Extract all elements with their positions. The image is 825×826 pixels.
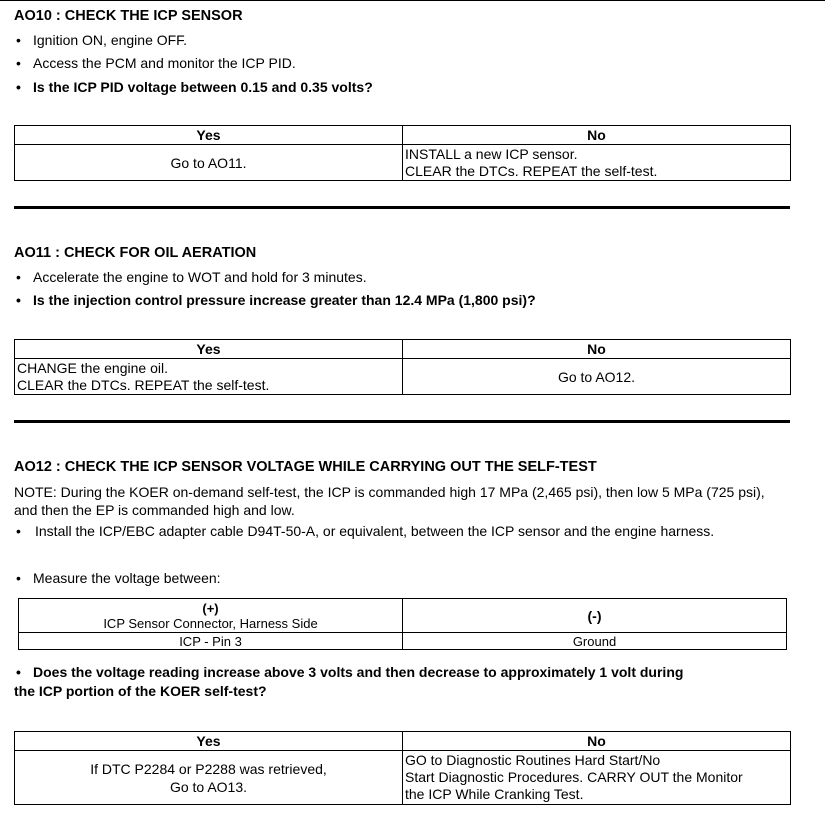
ao11-yes-line: CHANGE the engine oil. <box>17 359 168 376</box>
ao12-yes-line: Go to AO13. <box>169 778 248 795</box>
ao12-install-step: • Install the ICP/EBC adapter cable D94T-50-A, or equivalent, between the ICP sensor and the engine harness. <box>16 523 715 539</box>
ao10-step-2: • Access the PCM and monitor the ICP PID. <box>16 55 296 71</box>
ao12-question: • Does the voltage reading increase above 3 volts and then decrease to approximately 1 volt during <box>16 664 684 680</box>
section-divider <box>14 420 790 423</box>
ao12-plus-header-cell <box>19 599 403 633</box>
ao10-question: • Is the ICP PID voltage between 0.15 and 0.35 volts? <box>16 79 373 95</box>
ao10-yes-cell: Go to AO11. <box>15 145 403 181</box>
ao12-note: NOTE: During the KOER on-demand self-test, the ICP is commanded high 17 MPa (2,465 psi), then low 5 MPa (725 psi), and then the EP is commanded high and low. <box>14 484 765 518</box>
ao11-no-cell: Go to AO12. <box>403 359 791 395</box>
ao12-plus-value: ICP - Pin 3 <box>19 633 403 650</box>
ao12-plus-sub: ICP Sensor Connector, Harness Side <box>103 615 318 631</box>
ao10-no-header: No <box>403 126 791 145</box>
ao12-measure-text: Measure the voltage between: <box>33 570 221 586</box>
ao10-question-text: Is the ICP PID voltage between 0.15 and 0.35 volts? <box>33 79 373 95</box>
ao10-no-cell <box>403 145 791 181</box>
section-divider <box>14 206 790 209</box>
ao12-measure-step: • Measure the voltage between: <box>16 570 221 586</box>
ao12-no-line: GO to Diagnostic Routines Hard Start/No <box>405 752 661 768</box>
ao12-no-cell <box>403 751 791 805</box>
ao12-no-line: the ICP While Cranking Test. <box>405 786 584 802</box>
ao12-no-line: Start Diagnostic Procedures. CARRY OUT the Monitor <box>405 769 743 785</box>
ao10-no-line: INSTALL a new ICP sensor. <box>405 145 578 162</box>
ao12-minus-value: Ground <box>403 633 787 650</box>
ao10-no-line: CLEAR the DTCs. REPEAT the self-test. <box>405 162 658 179</box>
ao12-install-text: Install the ICP/EBC adapter cable D94T-50-A, or equivalent, between the ICP sensor and the engine harness. <box>35 523 715 539</box>
ao11-step-1: • Accelerate the engine to WOT and hold for 3 minutes. <box>16 269 367 285</box>
ao12-no-header: No <box>403 732 791 751</box>
ao11-question-text: Is the injection control pressure increase greater than 12.4 MPa (1,800 psi)? <box>33 292 536 308</box>
ao11-yes-cell <box>15 359 403 395</box>
ao12-plus-header: (+) <box>202 600 219 616</box>
ao12-result-table <box>14 731 791 805</box>
ao11-yes-header: Yes <box>15 340 403 359</box>
ao10-result-table <box>14 125 791 181</box>
ao11-result-table <box>14 339 791 395</box>
ao12-yes-header: Yes <box>15 732 403 751</box>
ao12-question-line1: Does the voltage reading increase above 3 volts and then decrease to approximately 1 volt during <box>33 664 684 680</box>
ao10-step-1: • Ignition ON, engine OFF. <box>16 32 188 48</box>
ao10-step-2-text: Access the PCM and monitor the ICP PID. <box>33 55 296 71</box>
ao12-question-line2: the ICP portion of the KOER self-test? <box>14 683 267 699</box>
ao11-step-1-text: Accelerate the engine to WOT and hold for 3 minutes. <box>33 269 367 285</box>
ao12-heading: AO12 : CHECK THE ICP SENSOR VOLTAGE WHILE CARRYING OUT THE SELF-TEST <box>14 459 597 475</box>
ao10-step-1-text: Ignition ON, engine OFF. <box>33 32 188 48</box>
ao10-heading: AO10 : CHECK THE ICP SENSOR <box>14 8 243 24</box>
ao12-minus-header: (-) <box>403 599 787 633</box>
ao12-pin-table <box>18 598 787 650</box>
ao11-no-header: No <box>403 340 791 359</box>
ao10-yes-header: Yes <box>15 126 403 145</box>
top-rule <box>0 0 825 1</box>
ao12-yes-line: If DTC P2284 or P2288 was retrieved, <box>90 760 327 777</box>
ao12-yes-cell <box>15 751 403 805</box>
ao11-heading: AO11 : CHECK FOR OIL AERATION <box>14 245 257 261</box>
ao11-question: • Is the injection control pressure increase greater than 12.4 MPa (1,800 psi)? <box>16 292 536 308</box>
ao11-yes-line: CLEAR the DTCs. REPEAT the self-test. <box>17 376 270 393</box>
